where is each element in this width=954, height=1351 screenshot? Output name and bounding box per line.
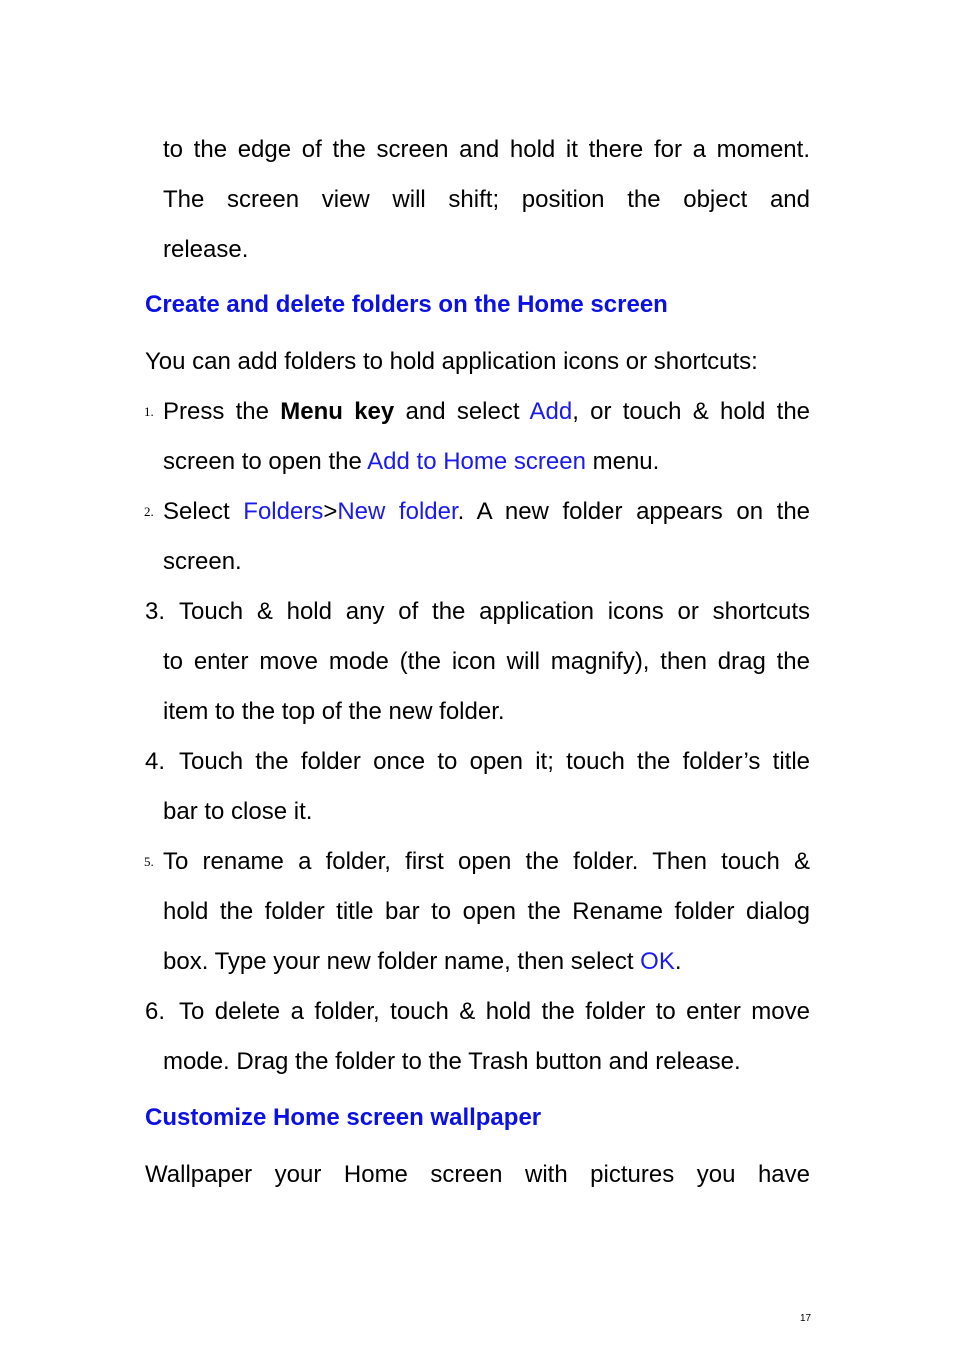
step-number: 4.	[145, 748, 166, 775]
step-6-line-1: To delete a folder, touch & hold the folder to enter move	[179, 998, 810, 1025]
body-text-line: release.	[163, 236, 249, 263]
step-text: menu.	[585, 448, 660, 475]
section-heading-create-delete-folders: Create and delete folders on the Home screen	[145, 291, 668, 318]
step-text: .	[674, 948, 682, 975]
step-2-line-2: screen.	[163, 548, 242, 575]
step-number: 2.	[144, 504, 154, 519]
step-6-line-2: mode. Drag the folder to the Trash button and release.	[163, 1048, 741, 1075]
step-text: screen to open the	[163, 448, 368, 475]
section-intro-text: You can add folders to hold application icons or shortcuts:	[145, 348, 758, 375]
new-folder-link[interactable]: New folder	[337, 498, 458, 525]
section-heading-customize-wallpaper: Customize Home screen wallpaper	[145, 1104, 542, 1131]
step-3-line-1: Touch & hold any of the application icons or shortcuts	[179, 598, 810, 625]
step-text: Press the	[163, 398, 281, 425]
step-number: 3.	[145, 598, 166, 625]
body-text-line: The screen view will shift; position the object and	[163, 186, 810, 213]
step-number: 5.	[144, 854, 154, 869]
step-5-line-2: hold the folder title bar to open the Rename folder dialog	[163, 898, 810, 925]
step-text: and select	[394, 398, 530, 425]
step-number: 6.	[145, 998, 166, 1025]
body-text-line: Wallpaper your Home screen with pictures you have	[145, 1161, 810, 1188]
body-text-line: to the edge of the screen and hold it there for a moment.	[163, 136, 810, 163]
step-1-line-2	[163, 448, 810, 476]
step-text: . A new folder appears on the	[457, 498, 811, 525]
ok-link[interactable]: OK	[640, 948, 675, 975]
step-5-line-3	[163, 948, 810, 976]
step-5-line-1: To rename a folder, first open the folder. Then touch &	[163, 848, 810, 875]
step-text: box. Type your new folder name, then select	[163, 948, 641, 975]
step-4-line-1: Touch the folder once to open it; touch the folder’s title	[179, 748, 810, 775]
step-3-line-2: to enter move mode (the icon will magnify), then drag the	[163, 648, 810, 675]
step-number: 1.	[144, 404, 154, 419]
step-3-line-3: item to the top of the new folder.	[163, 698, 505, 725]
page-number: 17	[800, 1313, 812, 1324]
step-4-line-2: bar to close it.	[163, 798, 313, 825]
add-to-home-screen-link[interactable]: Add to Home screen	[367, 448, 586, 475]
folders-link[interactable]: Folders	[243, 498, 324, 525]
menu-key-label: Menu key	[280, 398, 395, 425]
step-2-line-1	[163, 498, 810, 526]
step-1-line-1	[163, 398, 810, 426]
step-text: , or touch & hold the	[572, 398, 811, 425]
step-text: Select	[163, 498, 244, 525]
step-text: >	[323, 498, 338, 525]
add-link[interactable]: Add	[529, 398, 573, 425]
